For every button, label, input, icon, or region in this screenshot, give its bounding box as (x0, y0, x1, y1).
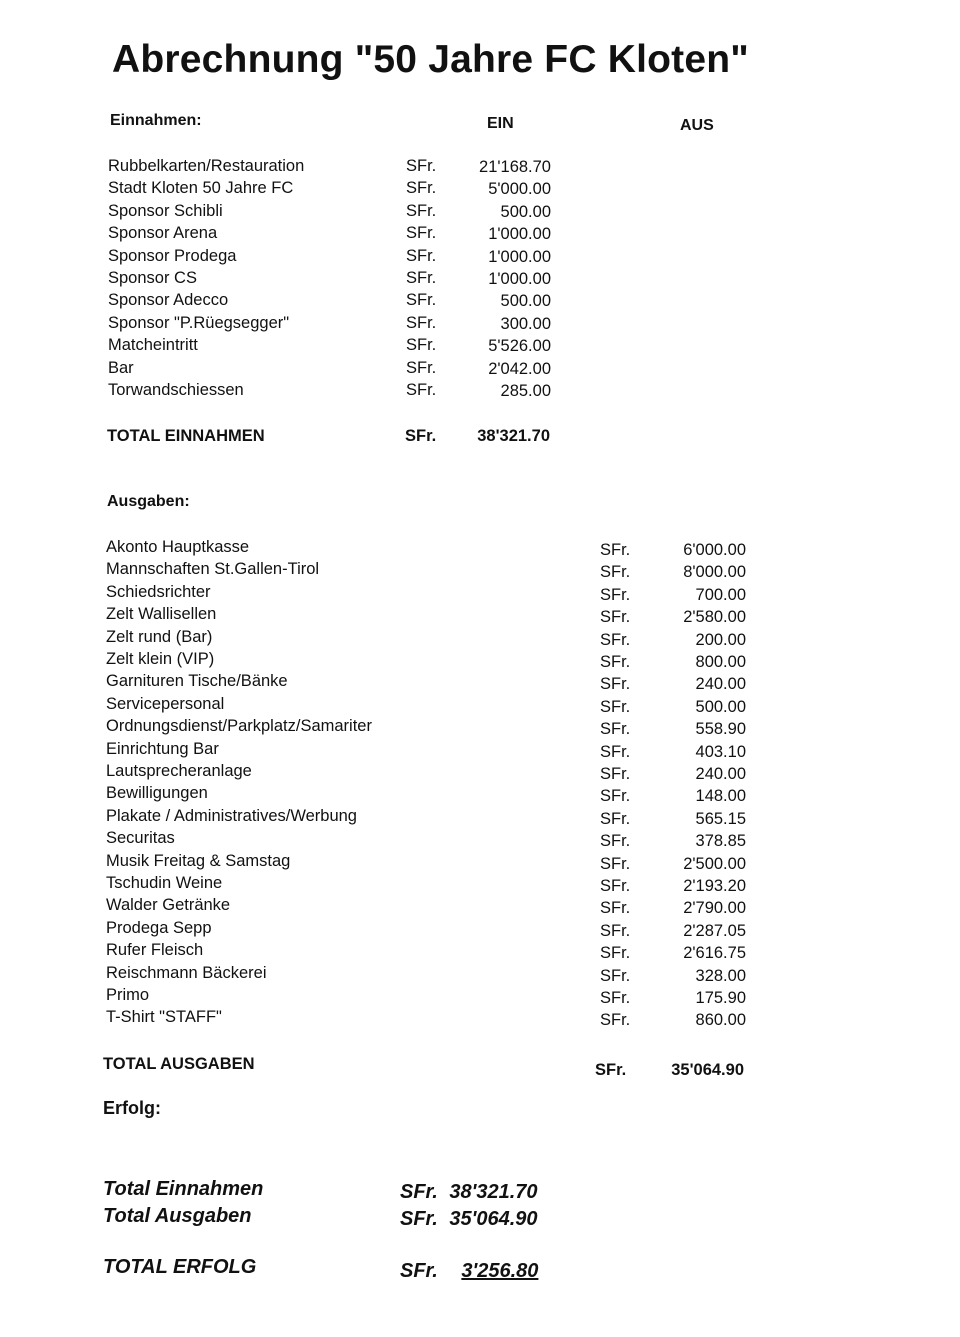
summary-total-einnahmen (103, 1176, 263, 1202)
ausgaben-row-amount: 700.00 (695, 585, 746, 604)
einnahmen-row (108, 177, 568, 199)
ausgaben-row-amount: 8'000.00 (683, 563, 746, 582)
ausgaben-row-label: Schiedsrichter (106, 582, 211, 601)
ausgaben-row-label: Rufer Fleisch (106, 941, 204, 960)
einnahmen-row-label: Sponsor "P.Rüegsegger" (108, 313, 290, 332)
einnahmen-row (108, 155, 568, 177)
einnahmen-row-currency: SFr. (406, 313, 437, 332)
summary-einnahmen-amount: 38'321.70 (449, 1181, 538, 1203)
ausgaben-row-label: Zelt rund (Bar) (106, 627, 213, 646)
ausgaben-row-amount: 2'500.00 (683, 854, 746, 873)
ausgaben-row-label: Einrichtung Bar (106, 739, 219, 758)
ausgaben-row-currency: SFr. (600, 563, 631, 582)
ausgaben-row (106, 917, 766, 939)
erfolg-heading: Erfolg: (103, 1098, 161, 1118)
einnahmen-row-currency: SFr. (406, 381, 437, 399)
einnahmen-row-amount: 5'000.00 (488, 180, 551, 199)
einnahmen-row (108, 245, 568, 267)
einnahmen-row-amount: 21'168.70 (479, 158, 551, 176)
ausgaben-row-currency: SFr. (600, 854, 631, 873)
ausgaben-row (106, 962, 766, 984)
ausgaben-row-amount: 2'287.05 (683, 921, 746, 940)
ausgaben-row-currency: SFr. (600, 742, 631, 761)
ausgaben-row-amount: 175.90 (695, 989, 746, 1007)
ausgaben-row-currency: SFr. (600, 989, 631, 1007)
ausgaben-row-currency: SFr. (600, 1011, 631, 1030)
ausgaben-row (106, 782, 766, 804)
summary-einnahmen-currency: SFr. (400, 1181, 438, 1203)
ausgaben-row (106, 939, 766, 961)
einnahmen-row-amount: 285.00 (500, 382, 551, 400)
ausgaben-row-currency: SFr. (600, 697, 631, 716)
ausgaben-row-currency: SFr. (600, 809, 631, 828)
einnahmen-row-amount: 500.00 (500, 202, 551, 221)
summary-total-ausgaben (103, 1203, 252, 1229)
ausgaben-row-currency: SFr. (600, 921, 631, 940)
ausgaben-row (106, 558, 766, 580)
ausgaben-row-label: Prodega Sepp (106, 918, 212, 937)
einnahmen-row-label: Sponsor Prodega (108, 246, 237, 265)
ausgaben-row (106, 738, 766, 760)
ausgaben-row-amount: 2'580.00 (683, 608, 746, 627)
column-aus-header: AUS (680, 117, 714, 134)
summary-ausgaben-amount: 35'064.90 (449, 1208, 538, 1230)
einnahmen-row-label: Bar (108, 358, 134, 377)
einnahmen-row (108, 357, 568, 379)
ausgaben-row (106, 850, 766, 872)
total-einnahmen-amount: 38'321.70 (477, 427, 550, 445)
einnahmen-row-currency: SFr. (406, 336, 437, 355)
ausgaben-row-label: Ordnungsdienst/Parkplatz/Samariter (106, 717, 372, 736)
page-title: Abrechnung "50 Jahre FC Kloten" (112, 38, 749, 81)
ausgaben-row-label: Servicepersonal (106, 694, 225, 713)
einnahmen-row-label: Sponsor Arena (108, 224, 218, 243)
ausgaben-row-currency: SFr. (600, 832, 631, 851)
einnahmen-row-currency: SFr. (406, 291, 437, 310)
ausgaben-row-amount: 565.15 (695, 809, 746, 828)
ausgaben-heading: Ausgaben: (107, 493, 190, 510)
einnahmen-row-label: Sponsor CS (108, 269, 197, 287)
ausgaben-row-amount: 800.00 (695, 653, 746, 671)
ausgaben-row (106, 984, 766, 1006)
ausgaben-row-label: T-Shirt "STAFF" (106, 1008, 222, 1027)
ausgaben-row (106, 872, 766, 894)
ausgaben-row (106, 693, 766, 715)
einnahmen-row (108, 267, 568, 289)
ausgaben-row-amount: 500.00 (695, 697, 746, 716)
ausgaben-row-amount: 860.00 (695, 1011, 746, 1030)
ausgaben-row-currency: SFr. (600, 585, 631, 604)
ausgaben-row-currency: SFr. (600, 541, 631, 559)
ausgaben-row-label: Lautsprecheranlage (106, 762, 252, 780)
einnahmen-row (108, 289, 568, 311)
ausgaben-row-currency: SFr. (600, 966, 631, 985)
summary-ausgaben-currency: SFr. (400, 1208, 438, 1230)
ausgaben-row-label: Reischmann Bäckerei (106, 963, 267, 982)
einnahmen-row-label: Sponsor Adecco (108, 291, 229, 310)
einnahmen-row (108, 222, 568, 244)
summary-ausgaben-label: Total Ausgaben (103, 1205, 252, 1227)
ausgaben-row-amount: 2'790.00 (683, 899, 746, 918)
ausgaben-row-label: Plakate / Administratives/Werbung (106, 806, 357, 825)
ausgaben-row-amount: 2'193.20 (683, 877, 746, 895)
ausgaben-row-label: Zelt Wallisellen (106, 605, 217, 624)
summary-total-erfolg (103, 1254, 256, 1280)
ausgaben-row-amount: 148.00 (695, 787, 746, 806)
summary-erfolg-amount: 3'256.80 (461, 1260, 539, 1282)
ausgaben-row-amount: 328.00 (695, 966, 746, 985)
summary-erfolg-label: TOTAL ERFOLG (103, 1256, 257, 1278)
total-ausgaben-currency: SFr. (595, 1061, 627, 1079)
ausgaben-row-currency: SFr. (600, 653, 631, 671)
ausgaben-row (106, 827, 766, 849)
ausgaben-row-currency: SFr. (600, 899, 631, 918)
einnahmen-row-amount: 2'042.00 (488, 359, 551, 378)
ausgaben-row (106, 648, 766, 670)
summary-einnahmen-value (400, 1179, 538, 1205)
ausgaben-row-currency: SFr. (600, 787, 631, 806)
einnahmen-row-label: Sponsor Schibli (108, 201, 223, 220)
total-einnahmen-label: TOTAL EINNAHMEN (107, 427, 265, 445)
einnahmen-row-label: Torwandschiessen (108, 381, 244, 399)
ausgaben-row (106, 760, 766, 782)
einnahmen-row (108, 312, 568, 334)
ausgaben-row (106, 715, 766, 737)
summary-erfolg-currency: SFr. (400, 1260, 438, 1282)
einnahmen-heading: Einnahmen: (110, 112, 202, 129)
einnahmen-row-label: Matcheintritt (108, 336, 198, 355)
ausgaben-row (106, 626, 766, 648)
ausgaben-row (106, 894, 766, 916)
ausgaben-row-label: Tschudin Weine (106, 874, 223, 892)
einnahmen-row-amount: 1'000.00 (488, 247, 551, 266)
einnahmen-row-amount: 1'000.00 (488, 270, 551, 288)
ausgaben-row-amount: 6'000.00 (683, 541, 746, 559)
ausgaben-row-label: Primo (106, 986, 150, 1004)
summary-ausgaben-value (400, 1206, 538, 1232)
einnahmen-row-currency: SFr. (406, 179, 437, 198)
einnahmen-row (108, 334, 568, 356)
ausgaben-row-currency: SFr. (600, 608, 631, 627)
einnahmen-row-amount: 300.00 (500, 314, 551, 333)
ausgaben-row-amount: 240.00 (695, 675, 746, 694)
total-ausgaben-label: TOTAL AUSGABEN (103, 1055, 255, 1073)
summary-erfolg-value (400, 1258, 538, 1284)
einnahmen-row (108, 379, 568, 401)
ausgaben-row (106, 805, 766, 827)
ausgaben-row-currency: SFr. (600, 877, 631, 895)
total-ausgaben-amount: 35'064.90 (671, 1061, 744, 1079)
einnahmen-row-currency: SFr. (406, 358, 437, 377)
einnahmen-row-amount: 1'000.00 (488, 225, 551, 244)
ausgaben-row-amount: 378.85 (695, 832, 746, 851)
column-ein-header: EIN (487, 115, 514, 132)
ausgaben-row-amount: 558.90 (695, 720, 746, 739)
einnahmen-row-currency: SFr. (406, 224, 437, 243)
ausgaben-row-currency: SFr. (600, 720, 631, 739)
ausgaben-row (106, 581, 766, 603)
total-einnahmen-currency: SFr. (405, 427, 437, 445)
ausgaben-row-amount: 403.10 (695, 742, 746, 761)
ausgaben-row-currency: SFr. (600, 675, 631, 694)
ausgaben-row-label: Musik Freitag & Samstag (106, 851, 291, 870)
ausgaben-row-label: Bewilligungen (106, 784, 208, 803)
ausgaben-row (106, 536, 766, 558)
ausgaben-row (106, 670, 766, 692)
ausgaben-row-label: Garnituren Tische/Bänke (106, 672, 288, 691)
einnahmen-row-currency: SFr. (406, 269, 437, 287)
ausgaben-row-currency: SFr. (600, 630, 631, 649)
einnahmen-row (108, 200, 568, 222)
ausgaben-row-label: Zelt klein (VIP) (106, 650, 215, 668)
einnahmen-row-amount: 500.00 (500, 292, 551, 311)
ausgaben-row-amount: 200.00 (695, 630, 746, 649)
ausgaben-row-label: Securitas (106, 829, 175, 848)
ausgaben-row (106, 1006, 766, 1028)
ausgaben-row-currency: SFr. (600, 765, 631, 783)
total-ausgaben-row (103, 1053, 763, 1079)
ausgaben-row-label: Walder Getränke (106, 896, 231, 915)
einnahmen-row-currency: SFr. (406, 246, 437, 265)
summary-einnahmen-label: Total Einnahmen (103, 1178, 264, 1200)
ausgaben-row-amount: 240.00 (695, 765, 746, 783)
einnahmen-row-currency: SFr. (406, 157, 437, 175)
total-einnahmen-row (107, 425, 567, 447)
ausgaben-row-amount: 2'616.75 (683, 944, 746, 963)
ausgaben-row-label: Mannschaften St.Gallen-Tirol (106, 560, 320, 579)
ausgaben-row (106, 603, 766, 625)
einnahmen-row-label: Rubbelkarten/Restauration (108, 157, 305, 175)
ausgaben-row-currency: SFr. (600, 944, 631, 963)
ausgaben-row-label: Akonto Hauptkasse (106, 538, 250, 556)
einnahmen-row-label: Stadt Kloten 50 Jahre FC (108, 179, 294, 198)
einnahmen-row-currency: SFr. (406, 201, 437, 220)
einnahmen-row-amount: 5'526.00 (488, 337, 551, 356)
